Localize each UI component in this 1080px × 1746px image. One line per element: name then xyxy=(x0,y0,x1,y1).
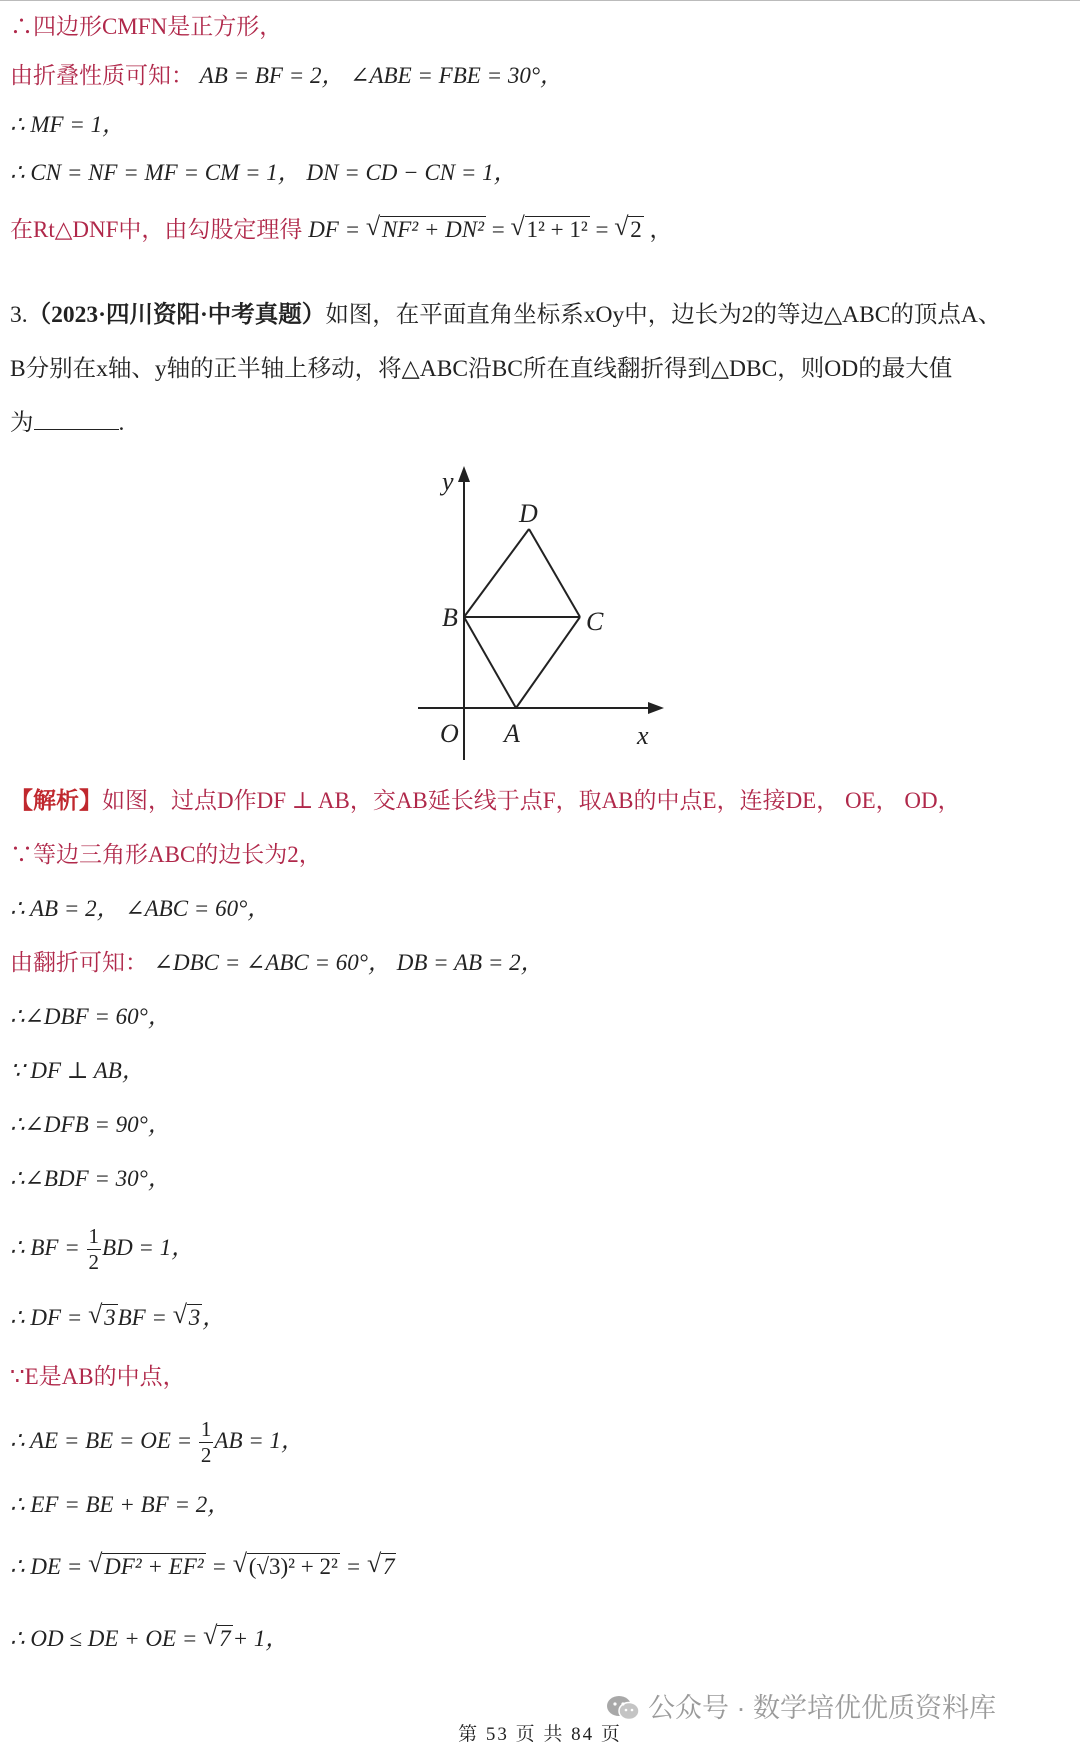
segment-BD xyxy=(464,529,529,617)
math-expression: ∴ BF = xyxy=(10,1235,80,1260)
label-O: O xyxy=(440,719,459,748)
label-D: D xyxy=(519,499,538,528)
text-line: ∴ CN = NF = MF = CM = 1， DN = CD − CN = 1， xyxy=(10,160,517,185)
math-expression: ∴ DF = xyxy=(10,1305,83,1330)
solution-tag: 【解析】 xyxy=(10,788,102,813)
math-expression: + 1， xyxy=(232,1626,289,1651)
watermark-text: 公众号 · 数学培优优质资料库 xyxy=(648,1693,996,1723)
solution-line: ∵等边三角形ABC的边长为2， xyxy=(10,842,322,867)
text-prefix: 在Rt△DNF中，由勾股定理得 xyxy=(10,217,303,242)
question-line: B分别在x轴、y轴的正半轴上移动，将△ABC沿BC所在直线翻折得到△DBC，则OD的最大值 xyxy=(10,356,953,382)
equals-sign: = xyxy=(211,1554,227,1579)
question-source: （2023·四川资阳·中考真题） xyxy=(27,302,326,328)
radicand: NF² + DN² xyxy=(381,217,485,242)
question-text: 如图，在平面直角坐标系xOy中，边长为2的等边△ABC的顶点A、 xyxy=(325,302,1002,328)
radicand: 3 xyxy=(104,1305,116,1330)
radicand: 2 xyxy=(630,217,642,242)
math-expression: DF = xyxy=(308,217,361,242)
text-prefix: 由折叠性质可知： xyxy=(10,63,194,88)
punctuation: ， xyxy=(202,1305,226,1330)
radicand: 3 xyxy=(188,1305,201,1330)
geometry-figure xyxy=(410,462,670,762)
sqrt-expression xyxy=(366,215,486,245)
radicand: DF² + EF² xyxy=(104,1554,204,1579)
top-rule xyxy=(0,0,1080,1)
solution-line: ∵ DF ⊥ AB， xyxy=(10,1058,145,1083)
denominator: 2 xyxy=(200,1443,212,1468)
label-C: C xyxy=(586,607,604,636)
sqrt-expression xyxy=(614,215,644,245)
solution-text: 如图，过点D作DF ⊥ AB，交AB延长线于点F，取AB的中点E，连接DE， OE， OD， xyxy=(102,788,961,813)
solution-line xyxy=(10,948,544,978)
math-expression: BF = xyxy=(117,1305,167,1330)
solution-line: ∴∠DFB = 90°， xyxy=(10,1112,171,1137)
page-footer: 第 53 页 共 84 页 xyxy=(458,1724,622,1745)
solution-line xyxy=(10,786,961,816)
sqrt-expression xyxy=(173,1303,203,1333)
question-text: 为 xyxy=(10,410,34,436)
text-line: ∴四边形CMFN是正方形， xyxy=(10,14,283,39)
solution-line: ∴∠BDF = 30°， xyxy=(10,1166,171,1191)
radicand: (√3)² + 2² xyxy=(248,1554,338,1579)
segment-DC xyxy=(529,529,580,617)
solution-line: ∴ AB = 2， ∠ABC = 60°， xyxy=(10,896,271,921)
question-line xyxy=(10,300,1001,330)
punctuation: . xyxy=(118,410,125,436)
math-expression: ∴ OD ≤ DE + OE = xyxy=(10,1626,198,1651)
math-expression: ∴ DE = xyxy=(10,1554,83,1579)
radicand: 7 xyxy=(219,1626,231,1651)
solution-line xyxy=(10,1415,304,1467)
fraction xyxy=(87,1226,102,1273)
x-arrowhead xyxy=(648,702,664,714)
y-arrowhead xyxy=(458,466,470,482)
solution-line: ∴ EF = BE + BF = 2， xyxy=(10,1492,231,1517)
radicand: 1² + 1² xyxy=(526,217,588,242)
sqrt-expression xyxy=(511,215,590,245)
sqrt-expression xyxy=(233,1552,340,1582)
sqrt-expression xyxy=(88,1303,118,1333)
solution-line: ∵E是AB的中点， xyxy=(10,1364,186,1389)
label-x: x xyxy=(637,721,649,750)
fraction xyxy=(199,1419,214,1466)
text-prefix: 由翻折可知： xyxy=(10,950,148,975)
text-line xyxy=(10,215,673,245)
sqrt-expression xyxy=(367,1552,397,1582)
label-B: B xyxy=(442,603,458,632)
segment-CA xyxy=(516,617,580,708)
text-line: ∴ MF = 1， xyxy=(10,112,126,137)
solution-line xyxy=(10,1552,396,1582)
math-expression: BD = 1， xyxy=(102,1235,195,1260)
equals-sign: = xyxy=(595,217,609,242)
math-expression: AB = BF = 2， ∠ABE = FBE = 30°， xyxy=(199,63,564,88)
sqrt-expression xyxy=(203,1624,233,1654)
question-line xyxy=(10,408,124,438)
numerator: 1 xyxy=(88,1224,100,1249)
answer-blank xyxy=(34,409,119,430)
label-y: y xyxy=(442,467,454,496)
punctuation: ， xyxy=(649,217,673,242)
solution-line: ∴∠DBF = 60°， xyxy=(10,1004,171,1029)
equals-sign: = xyxy=(345,1554,362,1579)
sqrt-expression xyxy=(88,1552,206,1582)
text-line xyxy=(10,61,563,91)
question-number: 3. xyxy=(10,302,28,328)
math-expression: ∠DBC = ∠ABC = 60°， DB = AB = 2， xyxy=(153,950,544,975)
wechat-icon xyxy=(606,1695,640,1721)
solution-line xyxy=(10,1222,194,1274)
numerator: 1 xyxy=(200,1417,212,1442)
math-expression: AB = 1， xyxy=(214,1428,305,1453)
label-A: A xyxy=(504,719,520,748)
solution-line xyxy=(10,1624,288,1654)
math-expression: ∴ AE = BE = OE = xyxy=(10,1428,193,1453)
radicand: 7 xyxy=(382,1554,395,1579)
equals-sign: = xyxy=(491,217,505,242)
denominator: 2 xyxy=(88,1250,100,1275)
segment-BA xyxy=(464,617,516,708)
solution-line xyxy=(10,1303,225,1333)
